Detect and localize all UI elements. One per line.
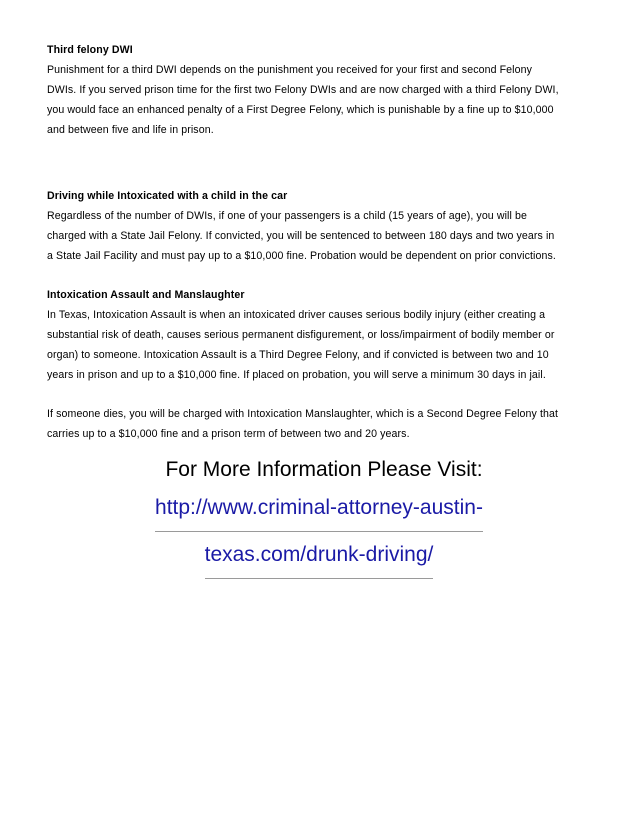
paragraph-line: and between five and life in prison. xyxy=(47,124,214,136)
paragraph-line: If someone dies, you will be charged with Intoxication Manslaughter, which is a Second Degree Felony that xyxy=(47,408,559,420)
paragraph-line: Punishment for a third DWI depends on the punishment you received for your first and second Felony xyxy=(47,64,533,76)
more-info-title: For More Information Please Visit: xyxy=(165,458,483,481)
paragraph-line: you would face an enhanced penalty of a First Degree Felony, which is punishable by a fine up to $10,000 xyxy=(47,104,554,116)
section-third-felony-dwi xyxy=(47,40,599,140)
website-link-line-2[interactable]: texas.com/drunk-driving/ xyxy=(205,532,434,579)
section-heading: Intoxication Assault and Manslaughter xyxy=(47,289,245,301)
section-child-in-car xyxy=(47,186,599,266)
paragraph-line: organ) to someone. Intoxication Assault is a Third Degree Felony, and if convicted is between two and 10 xyxy=(47,349,549,361)
more-info-link-block[interactable] xyxy=(119,485,519,579)
document-body xyxy=(47,40,599,444)
more-info-callout xyxy=(0,455,638,579)
section-heading: Third felony DWI xyxy=(47,44,133,56)
section-intoxication-assault xyxy=(47,285,599,385)
website-link-line-1[interactable]: http://www.criminal-attorney-austin- xyxy=(155,485,483,532)
paragraph-line: Regardless of the number of DWIs, if one of your passengers is a child (15 years of age), you will be xyxy=(47,210,527,222)
section-heading: Driving while Intoxicated with a child in the car xyxy=(47,190,288,202)
paragraph-line: substantial risk of death, causes serious permanent disfigurement, or loss/impairment of bodily member or xyxy=(47,329,555,341)
paragraph-line: In Texas, Intoxication Assault is when an intoxicated driver causes serious bodily injury (either creating a xyxy=(47,309,546,321)
paragraph-line: a State Jail Facility and must pay up to a $10,000 fine. Probation would be dependent on prior convictions. xyxy=(47,250,556,262)
paragraph-line: carries up to a $10,000 fine and a prison term of between two and 20 years. xyxy=(47,428,410,440)
paragraph-line: years in prison and up to a $10,000 fine. If placed on probation, you will serve a minimum 30 days in jail. xyxy=(47,369,546,381)
section-manslaughter xyxy=(47,404,599,444)
paragraph-line: DWIs. If you served prison time for the first two Felony DWIs and are now charged with a third Felony DWI, xyxy=(47,84,559,96)
paragraph-line: charged with a State Jail Felony. If convicted, you will be sentenced to between 180 days and two years in xyxy=(47,230,555,242)
